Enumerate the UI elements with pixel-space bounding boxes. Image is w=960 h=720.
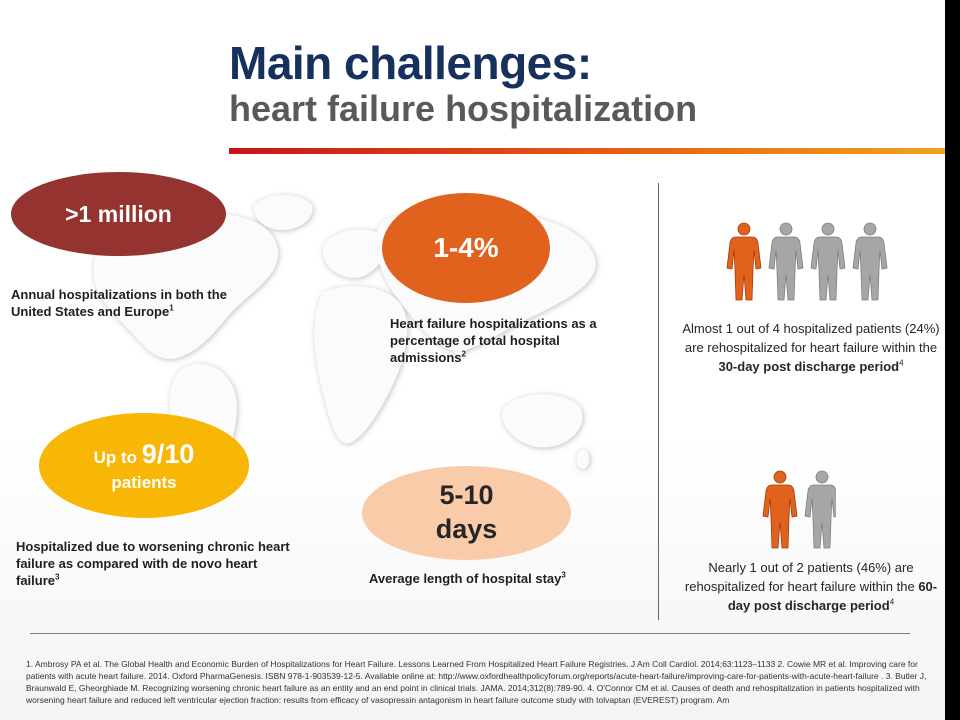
stat-percent-description: Heart failure hospitalizations as a percentage of total hospital admissions$^2$ (390, 316, 597, 365)
people-row-60-day (760, 470, 836, 552)
stat-patients-ellipse (39, 413, 249, 518)
people-row-30-day (724, 222, 890, 304)
slide-subtitle: heart failure hospitalization (229, 88, 698, 129)
stat-days-value: 5-10 (439, 480, 494, 511)
stat-days-ellipse (362, 466, 571, 560)
reference-marker: 4 (899, 358, 904, 368)
person-highlighted-icon (763, 471, 797, 548)
reference-marker: 4 (889, 597, 895, 607)
person-icon (853, 223, 887, 300)
reference-marker: 2 (461, 349, 466, 359)
person-icon (805, 471, 836, 548)
person-highlighted-icon (727, 223, 761, 300)
rehospitalization-60-day-text: Nearly 1 out of 2 patients (46%) are rehospitalized for heart failure within the 60-day post discharge period$^4$ (684, 560, 938, 613)
stat-percent-ellipse (382, 193, 550, 303)
reference-marker: 1 (169, 303, 174, 313)
rehospitalization-30-day-text: Almost 1 out of 4 hospitalized patients (24%) are rehospitalized for heart failure within the 30-day post discharge period$^4$ (682, 321, 940, 374)
stat-days-unit: days (435, 514, 498, 544)
person-icon (811, 223, 845, 300)
reference-text: 1. Ambrosy PA et al. The Global Health and Economic Burden of Hospitalizations for Heart Failure. Lessons Learned From Hospitalized Heart Failure Registries. J Am Coll Cardiol. 2014;63:1123–1133 2. Cowie MR et al. Improving care for patients with acute heart failure. 2014. Oxford PharmaGenesis. ISBN 978-1-903539-12-5. Available online at: http://www.oxfordhealthpolicyforum.org/reports/acute-heart-failure/improving-care-for-patients-with-acute-heart-failure . 3. Butler J, Braunwald E, Gheorghiade M. Recognizing worsening chronic heart failure as an entity and an end point in clinical trials. JAMA. 2014;312(8):789-90. 4. O'Connor CM et al. Causes of death and rehospitalization in patients hospitalized with worsening heart failure and reduced left ventricular ejection fraction: results from efficacy of vasopressin antagonism in heart failure outcome study with tolvaptan (EVEREST) program. Am (26, 659, 927, 705)
reference-marker: 3 (55, 572, 60, 582)
stat-million-ellipse (11, 172, 226, 256)
slide-title: Main challenges: (229, 37, 592, 89)
stat-patients-prefix: Up to (93, 447, 138, 467)
person-icon (769, 223, 803, 300)
vertical-divider (658, 183, 659, 620)
title-gradient-rule (229, 148, 945, 154)
stat-million-description: Annual hospitalizations in both the United States and Europe$^1$ (11, 287, 227, 319)
footer-divider (30, 633, 910, 634)
stat-patients-suffix: patients (111, 472, 177, 492)
references (26, 658, 931, 706)
stat-days-description: Average length of hospital stay$^3$ (369, 570, 566, 586)
reference-marker: 3 (561, 570, 566, 580)
stat-patients-description: Hospitalized due to worsening chronic heart failure as compared with de novo heart failure$^3$ (16, 539, 290, 588)
stat-patients-value: 9/10 (141, 438, 195, 469)
stat-percent-value: 1-4% (433, 232, 499, 263)
stat-million-value: >1 million (65, 200, 172, 227)
